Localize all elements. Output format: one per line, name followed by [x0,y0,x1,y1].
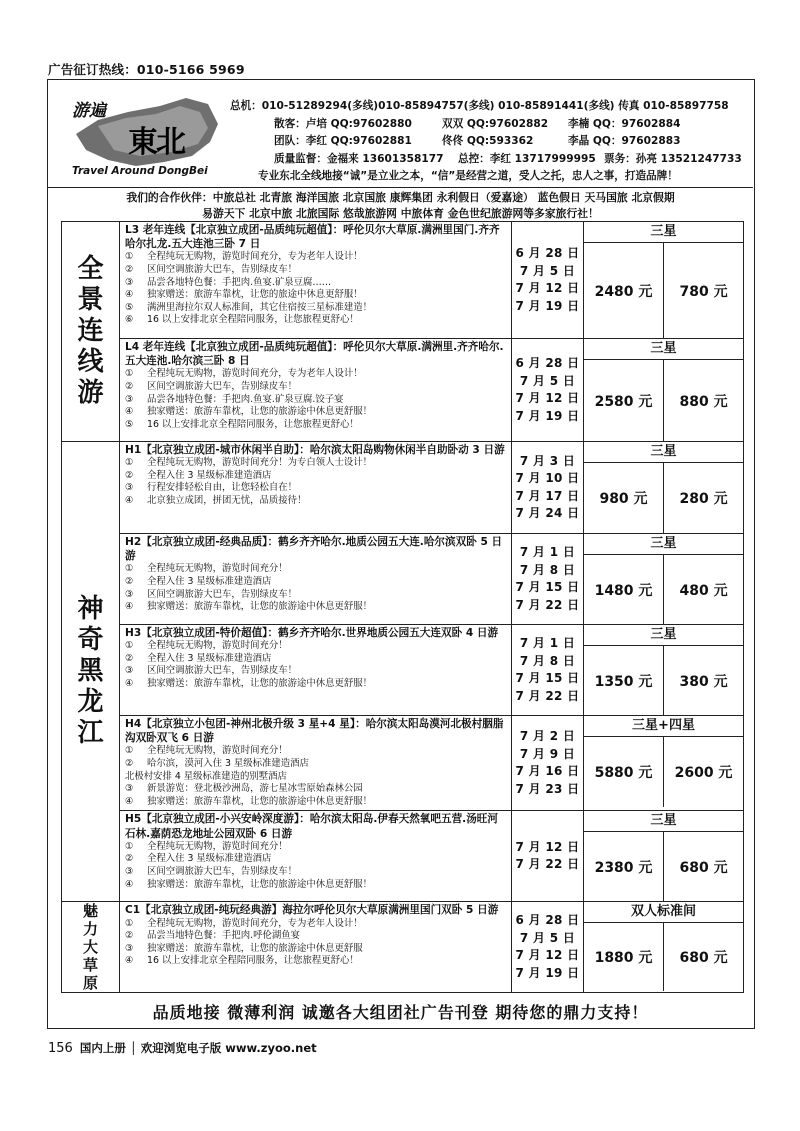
tour-row [62,902,744,993]
price-cell [584,902,744,993]
tour-feature: ② 全程入住 3 星级标准建造酒店 [125,469,272,481]
partners-list: 我们的合作伙伴：中旅总社 北青旅 海洋国旅 北京国旅 康辉集团 永利假日（爱嘉途） 蓝色假日 天马国旅 北京假期 易游天下 北京中旅 北旅国际 悠哉旅游网 中旅体育 金色世纪旅游网等多家旅行社！ [126,191,675,220]
child-price: 780 元 [679,283,728,300]
tour-feature: ④ 独家赠送：旅游车靠枕，让您的旅游途中休息更舒服！ [125,677,373,689]
tour-feature: ④ 独家赠送：旅游车靠枕，让您的旅游途中休息更舒服！ [125,601,373,613]
departure-dates [512,625,584,716]
departure-date: 7 月 22 日 [515,688,580,703]
agency-motto: 专业东北全线地接“诚”是立业之本，“信”是经营之道，受人之托，忠人之事，打造品牌！ [258,170,678,183]
region-label-r3: 魅 力 大 草 原 [62,902,120,993]
price-cell [584,534,744,625]
tour-feature: ⑤ 16 以上安排北京全程陪同服务，让您旅程更舒心！ [125,418,359,430]
departure-date: 7 月 2 日 [519,729,576,744]
tour-feature: ④ 独家赠送：旅游车靠枕，让您的旅途中休息更舒服！ [125,289,363,301]
departure-dates [512,716,584,811]
tour-title: H2【北京独立成团-经典品质】：鹤乡齐齐哈尔.地质公园五大连.哈尔滨双卧 5 日游 [125,536,503,563]
departure-date: 7 月 19 日 [515,298,580,313]
departure-date: 7 月 5 日 [519,263,576,278]
tour-feature: ④ 独家赠送：旅游车靠枕，让您的旅游途中休息更舒服！ [125,878,373,890]
departure-date: 7 月 19 日 [515,965,580,980]
child-price: 2600 元 [674,765,733,781]
contact-main-line: 总机：010-51289294(多线)010-85894757(多线) 010-85891441(多线) 传真 010-85897758 [230,100,729,112]
departure-date: 7 月 9 日 [519,746,576,761]
contact-info [230,98,750,186]
tour-feature: ① 全程纯玩无购物，游览时间充分！ [125,563,288,575]
departure-date: 7 月 5 日 [519,373,576,388]
tour-description [120,442,512,534]
hotel-grade: 三星 [584,442,743,463]
tour-feature: ④ 16 以上安排北京全程陪同服务，让您旅程更舒心！ [125,955,359,967]
slogan: 品质地接 微薄利润 诚邀各大组团社广告刊登 期待您的鼎力支持！ [152,1003,649,1022]
hotel-grade: 双人标准间 [584,902,743,923]
tour-row [62,534,744,625]
tour-feature: ④ 北京独立成团，拼团无忧，品质接待！ [125,494,307,506]
departure-date: 7 月 12 日 [515,281,580,295]
logo-english: Travel Around DongBei [72,165,208,177]
departure-date: 7 月 22 日 [515,597,580,612]
agency-header [48,80,753,188]
tour-row [62,625,744,716]
departure-date: 7 月 12 日 [515,948,580,963]
tour-feature: ④ 独家赠送：旅游车靠枕，让您的旅游途中休息更舒服！ [125,795,373,807]
tour-feature: ③ 品尝各地特色餐：手把肉.鱼宴.矿泉豆腐.饺子宴 [125,393,344,405]
departure-date: 7 月 1 日 [519,636,576,650]
adult-price: 2580 元 [584,360,664,441]
tour-feature: ③ 区间空调旅游大巴车，告别绿皮车！ [125,865,298,877]
departure-date: 7 月 15 日 [515,671,580,685]
tour-feature: ② 品尝当地特色餐：手把肉.呼伦湖鱼宴 [125,930,300,942]
adult-price: 1880 元 [584,923,664,991]
adult-price: 1480 元 [584,555,664,624]
departure-date: 6 月 28 日 [515,913,580,928]
adult-price: 980 元 [584,463,664,533]
child-price: 680 元 [679,950,728,967]
tour-description [120,716,512,811]
region-label-r2: 神 奇 黑 龙 江 [62,442,120,902]
footer-text: 国内上册 │ 欢迎浏览电子版 www.zyoo.net [79,1041,317,1055]
tour-feature: ③ 新景游览：登北极沙洲岛，游七星冰雪原始森林公园 [125,783,363,795]
departure-dates [512,534,584,625]
child-price: 380 元 [679,673,728,690]
departure-date: 7 月 22 日 [515,857,580,872]
price-cell [584,222,744,339]
tour-title: L3 老年连线【北京独立成团-品质纯玩超值】：呼伦贝尔大草原.满洲里国门.齐齐哈尔扎龙.五大连池三卧 7 日 [125,224,500,251]
hotel-grade: 三星 [584,339,743,360]
region-label-r1: 全 景 连 线 游 [62,222,120,442]
departure-dates [512,811,584,902]
price-cell [584,716,744,811]
departure-date: 7 月 19 日 [515,408,580,423]
tour-description [120,625,512,716]
departure-date: 7 月 10 日 [515,471,580,485]
adult-price: 5880 元 [584,737,664,807]
departure-date: 7 月 8 日 [519,562,576,577]
tour-feature: ③ 独家赠送：旅游车靠枕，让您的旅游途中休息更舒服 [125,942,363,954]
departure-date: 7 月 17 日 [515,488,580,503]
contact-supervisor-line: 质量监督：金福来 13601358177 总控：李红 13717999995 票务：孙亮 13521247733 [274,152,742,165]
hotel-grade: 三星 [584,811,743,832]
ad-hotline: 广告征订热线：010-5166 5969 [48,62,245,77]
dongbei-logo [68,90,238,190]
tour-description [120,339,512,442]
price-cell [584,339,744,442]
ad-frame [47,79,755,1029]
tour-feature: ③ 区间空调旅游大巴车，告别绿皮车！ [125,665,298,677]
tour-feature: ② 全程入住 3 星级标准建造酒店 [125,853,272,865]
departure-date: 7 月 16 日 [515,764,580,779]
departure-dates [512,902,584,993]
tour-feature: ② 区间空调旅游大巴车，告别绿皮车！ [125,381,298,392]
tour-title: H3【北京独立成团-特价超值】：鹤乡齐齐哈尔.世界地质公园五大连双卧 4 日游 [125,627,499,639]
adult-price: 2380 元 [584,832,664,901]
tour-title: H5【北京独立成团-小兴安岭深度游】：哈尔滨太阳岛.伊春天然氧吧五营.汤旺河石林.嘉荫恐龙地址公园双卧 6 日游 [125,813,498,840]
adult-price: 2480 元 [584,243,664,338]
tour-title: C1【北京独立成团-纯玩经典游】海拉尔呼伦贝尔大草原满洲里国门双卧 5 日游 [125,904,499,917]
tour-row [62,442,744,534]
child-price: 480 元 [679,582,728,599]
tour-title: H4【北京独立小包团-神州北极升级 3 星+4 星】：哈尔滨太阳岛漠河北极村胭脂沟双卧双飞 6 日游 [125,718,504,745]
departure-date: 7 月 15 日 [515,580,580,594]
tour-feature: ④ 独家赠送：旅游车靠枕，让您的旅游途中休息更舒服！ [125,406,373,418]
page-footer [48,1040,317,1056]
tour-feature: ① 全程纯玩无购物，游览时间充分！ [125,840,288,852]
tour-feature: ③ 品尝各地特色餐：手把肉.鱼宴.矿泉豆腐…… [125,276,332,288]
tour-feature: ② 区间空调旅游大巴车，告别绿皮车！ [125,264,298,275]
departure-date: 7 月 5 日 [519,930,576,945]
hotel-grade: 三星 [584,222,743,243]
price-cell [584,811,744,902]
departure-date: 7 月 23 日 [515,781,580,796]
departure-date: 7 月 24 日 [515,506,580,520]
departure-dates [512,222,584,339]
tour-row [62,811,744,902]
tour-feature: ① 全程纯玩无购物，游览时间充分，专为老年人设计！ [125,368,363,380]
contact-group-line: 团队：李红 QQ:97602881 佟佟 QQ:593362 李晶 QQ：97602883 [274,135,681,148]
child-price: 880 元 [679,393,728,410]
tour-feature: ③ 区间空调旅游大巴车，告别绿皮车！ [125,588,298,600]
departure-dates [512,442,584,534]
tour-feature: ② 全程入住 3 星级标准建造酒店 [125,576,272,587]
departure-date: 7 月 12 日 [515,839,580,854]
page-number: 156 [48,1041,73,1056]
tour-feature: ① 全程纯玩无购物，游览时间充分，专为老年人设计！ [125,917,363,929]
departure-date: 7 月 1 日 [519,545,576,559]
departure-date: 7 月 8 日 [519,653,576,668]
tour-title: H1【北京独立成团-城市休闲半自助】：哈尔滨太阳岛购物休闲半自助卧动 3 日游 [125,444,505,456]
departure-date: 6 月 28 日 [515,356,580,370]
contact-fit-line: 散客：卢培 QQ:97602880 双双 QQ:97602882 李楠 QQ：97602884 [274,117,681,130]
tour-feature: ② 全程入住 3 星级标准建造酒店 [125,652,272,664]
tour-description [120,811,512,902]
logo-small-chars: 游遍 [72,101,106,121]
tour-feature: ① 全程纯玩无购物，游览时间充分，专为老年人设计！ [125,251,363,263]
tour-feature: ② 哈尔滨，漠河入住 3 星级标准建造酒店 [125,758,309,769]
tour-note: 北极村安排 4 星级标准建造的别墅酒店 [125,770,287,782]
child-price: 680 元 [679,859,728,876]
tour-price-table [61,221,744,993]
hotel-grade: 三星+四星 [584,716,743,737]
departure-date: 7 月 3 日 [519,453,576,468]
price-cell [584,625,744,716]
logo-big-chars: 東北 [128,125,184,160]
tour-feature: ⑥ 16 以上安排北京全程陪同服务，让您旅程更舒心！ [125,314,359,326]
adult-price: 1350 元 [584,646,664,715]
tour-row [62,222,744,339]
tour-title: L4 老年连线【北京独立成团-品质纯玩超值】：呼伦贝尔大草原.满洲里.齐齐哈尔.五大连池.哈尔滨三卧 8 日 [125,341,504,368]
tour-row [62,339,744,442]
tour-feature: ⑤ 满洲里海拉尔双人标准间，其它住宿按三星标准建造！ [125,301,373,313]
child-price: 280 元 [679,491,728,507]
hotel-grade: 三星 [584,625,743,646]
departure-date: 7 月 12 日 [515,391,580,405]
departure-dates [512,339,584,442]
tour-feature: ③ 行程安排轻松自由，让您轻松自在！ [125,482,298,494]
tour-description [120,902,512,993]
price-cell [584,442,744,534]
tour-feature: ① 全程纯玩无购物，游览时间充分！ [125,745,288,757]
tour-row [62,716,744,811]
hotel-grade: 三星 [584,534,743,555]
tour-description [120,534,512,625]
departure-date: 6 月 28 日 [515,246,580,260]
tour-feature: ① 全程纯玩无购物，游览时间充分！ [125,640,288,652]
tour-feature: ① 全程纯玩无购物，游览时间充分！为专白领人士设计！ [125,457,373,469]
tour-description [120,222,512,339]
